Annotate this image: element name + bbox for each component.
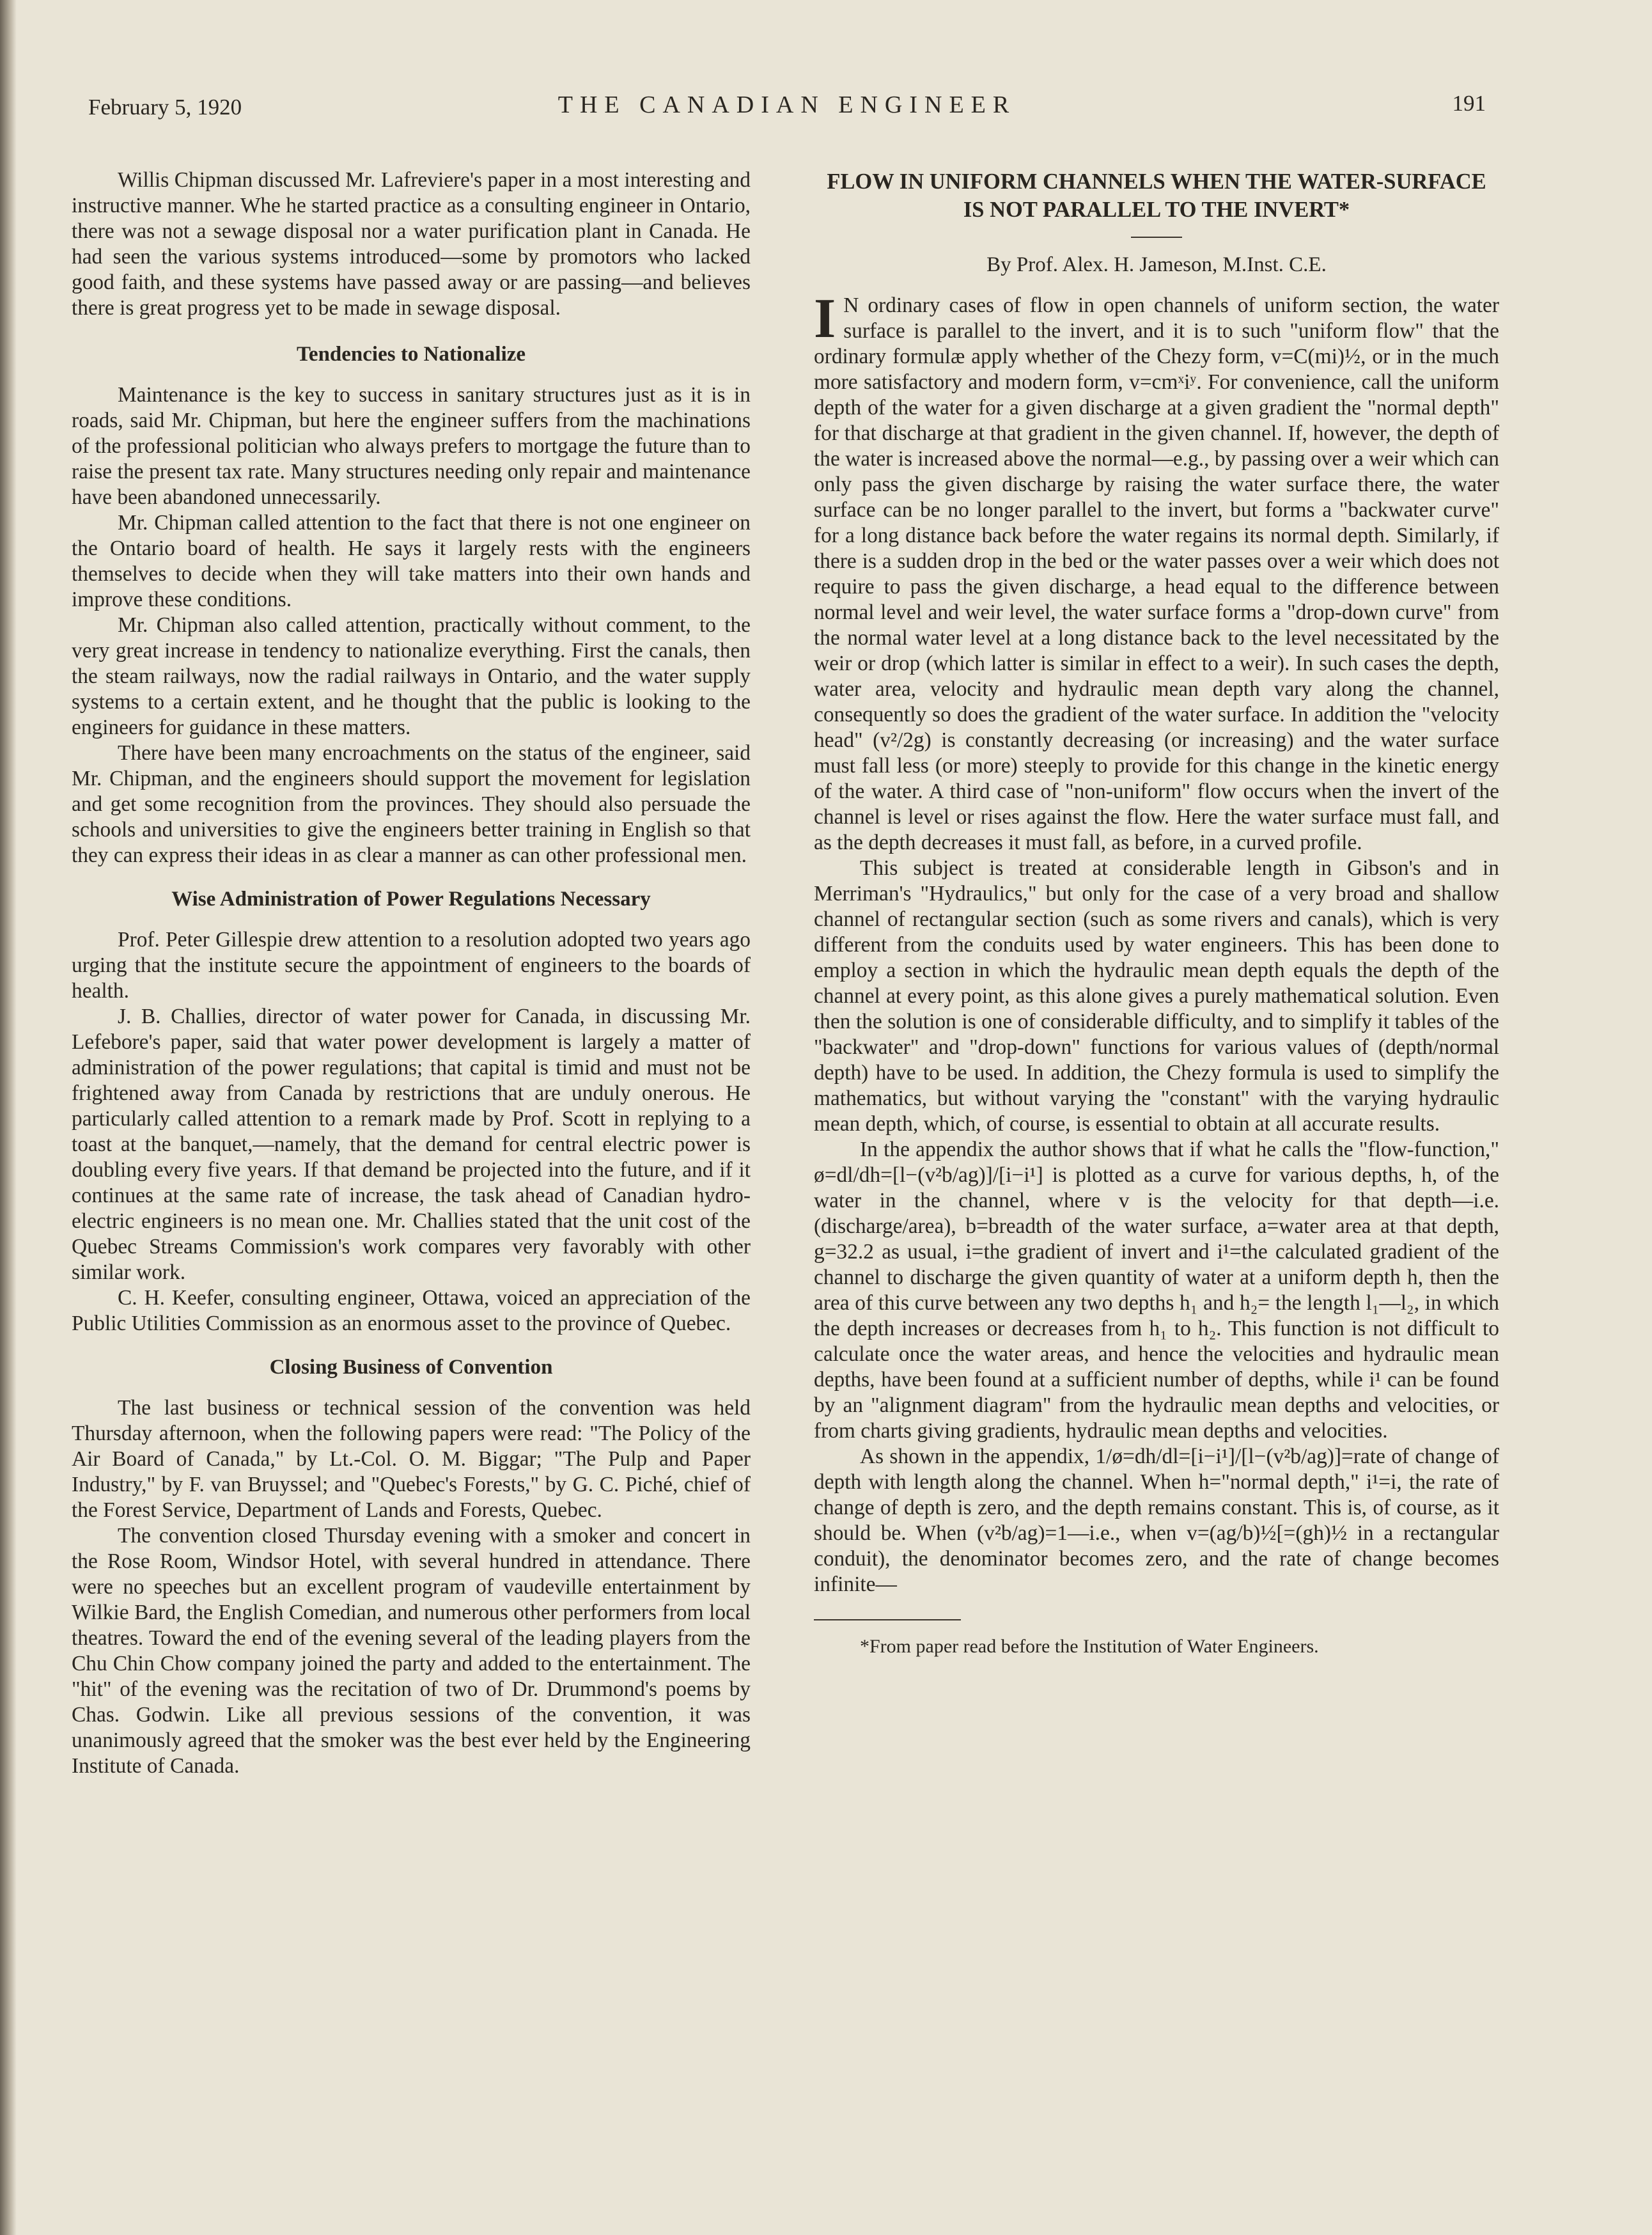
paragraph: As shown in the appendix, 1/ø=dh/dl=[i−i¹]/[l−(v²b/ag)]=rate of change of depth with length along the channel. When h="normal depth," i¹=i, the rate of change of depth is zero, and the depth remains constant. This is, of course, as it should be. When (v²b/ag)=1—i.e., when v=(ag/b)½[=(gh)½ in a rectangular conduit), the denominator becomes zero, and the rate of change becomes infinite— <box>814 1445 1499 1596</box>
footnote: *From paper read before the Institution of Water Engineers. <box>860 1636 1319 1657</box>
page-header <box>88 91 1486 129</box>
paragraph: The convention closed Thursday evening with a smoker and concert in the Rose Room, Windsor Hotel, with several hundred in attendance. There were no speeches but an excellent program of vaudeville entertainment by Wilkie Bard, the English Comedian, and numerous other performers from local theatres. Toward the end of the evening several of the leading players from the Chu Chin Chow company joined the party and added to the entertainment. The "hit" of the evening was the recitation of two of Dr. Drummond's poems by Chas. Godwin. Like all previous sessions of the convention, it was unanimously agreed that the smoker was the best ever held by the Engineering Institute of Canada. <box>72 1524 751 1778</box>
paragraph: Prof. Peter Gillespie drew attention to a resolution adopted two years ago urging that the institute secure the appointment of engineers to the boards of health. <box>72 928 751 1003</box>
paragraph: In the appendix the author shows that if what he calls the "flow-function," ø=dl/dh=[l−(v²b/ag)]/[i−i¹] is plotted as a curve for various depths, h, of the water in the channel, where v is the velocity for that depth—i.e. (discharge/area), b=breadth of the water surface, a=water area at that depth, g=32.2 as usual, i=the gradient of invert and i¹=the calculated gradient of the channel to discharge the given quantity of water at a uniform depth h, then the area of this curve between any two depths h₁ and h₂= the length l₁—l₂, in which the depth increases or decreases from h₁ to h₂. This function is not difficult to calculate once the water areas, and hence the velocities and hydraulic mean depths, have been found at a sufficient number of depths, while i¹ can be found by an "alignment diagram" from the hydraulic mean depths and velocities, or from charts giving gradients, hydraulic mean depths and velocities. <box>814 1138 1499 1443</box>
page-number: 191 <box>1452 91 1486 116</box>
opening-text: N ordinary cases of flow in open channels of uniform section, the water surface is parallel to the invert, and it is to such "uniform flow" that the ordinary formulæ apply whether of the Chezy form, v=C(mi)½, or in the much more satisfactory and modern form, v=cmˣiʸ. For convenience, call the uniform depth of the water for a given discharge at a given gradient the "normal depth" for that discharge at that gradient in the given channel. If, however, the depth of the water is increased above the normal—e.g., by passing over a weir which can only pass the given discharge by raising the water surface there, the water surface can be no longer parallel to the invert, but forms a "backwater curve" for a long distance back before the water regains its normal depth. Similarly, if there is a sudden drop in the bed or the water passes over a weir which does not require to pass the given discharge, a head equal to the difference between normal level and weir level, the water surface forms a "drop-down curve" from the normal water level at a long distance back to the level necessitated by the weir or drop (which latter is similar in effect to a weir). In such cases the depth, water area, velocity and hydraulic mean depth vary along the channel, consequently so does the gradient of the water surface. In addition the "velocity head" (v²/2g) is constantly decreasing (or increasing) and the water surface must fall less (or more) steeply to provide for this change in the kinetic energy of the water. A third case of "non-uniform" flow occurs when the invert of the channel is level or rises against the flow. Here the water surface must fall, and as the depth decreases it must fall, as before, in a curved profile. <box>814 294 1499 854</box>
issue-date: February 5, 1920 <box>88 95 242 120</box>
paragraph: Maintenance is the key to success in sanitary structures just as it is in roads, said Mr. Chipman, but here the engineer suffers from the machinations of the professional politician who always prefers to mortgage the future than to raise the present tax rate. Many structures needing only repair and maintenance have been abandoned unnecessarily. <box>72 383 751 509</box>
section-heading-closing-business: Closing Business of Convention <box>269 1356 553 1379</box>
footnote-rule <box>814 1619 961 1620</box>
opening-paragraph <box>814 288 1499 856</box>
title-rule <box>1131 237 1182 238</box>
page-edge-shadow <box>0 0 17 2235</box>
right-column <box>814 168 1499 1659</box>
section-heading-nationalize: Tendencies to Nationalize <box>296 343 526 366</box>
journal-masthead: THE CANADIAN ENGINEER <box>557 91 1017 118</box>
drop-cap: I <box>814 288 836 350</box>
paragraph: Mr. Chipman called attention to the fact that there is not one engineer on the Ontario board of health. He says it largely rests with the engineers themselves to decide when they will take matters into their own hands and improve these conditions. <box>72 511 751 611</box>
article-title: FLOW IN UNIFORM CHANNELS WHEN THE WATER-SURFACE IS NOT PARALLEL TO THE INVERT* <box>827 169 1486 222</box>
section-heading-power-regulations: Wise Administration of Power Regulations Necessary <box>171 888 651 911</box>
intro-paragraph: Willis Chipman discussed Mr. Lafreviere's paper in a most interesting and instructive manner. Whe he started practice as a consulting engineer in Ontario, there was not a sewage disposal nor a water purification plant in Canada. He had seen the various systems introduced—some by promotors who lacked good faith, and these systems have passed away or are passing—and believes there is great progress yet to be made in sewage disposal. <box>72 168 751 320</box>
paragraph: C. H. Keefer, consulting engineer, Ottawa, voiced an appreciation of the Public Utilities Commission as an enormous asset to the province of Quebec. <box>72 1286 751 1335</box>
paragraph: J. B. Challies, director of water power for Canada, in discussing Mr. Lefebore's paper, said that water power development is largely a matter of administration of the power regulations; that capital is timid and must not be frightened away from Canada by restrictions that are unduly onerous. He particularly called attention to a remark made by Prof. Scott in replying to a toast at the banquet,—namely, that the demand for central electric power is doubling every five years. If that demand be projected into the future, and if it continues at the same rate of increase, the task ahead of Canadian hydro-electric engineers is no mean one. Mr. Challies stated that the unit cost of the Quebec Streams Commission's work compares very favorably with other similar work. <box>72 1005 751 1284</box>
paragraph: The last business or technical session of the convention was held Thursday afternoon, when the following papers were read: "The Policy of the Air Board of Canada," by Lt.-Col. O. M. Biggar; "The Pulp and Paper Industry," by F. van Bruyssel; and "Quebec's Forests," by G. C. Piché, chief of the Forest Service, Department of Lands and Forests, Quebec. <box>72 1396 751 1522</box>
paragraph: This subject is treated at considerable length in Gibson's and in Merriman's "Hydraulics," but only for the case of a very broad and shallow channel of rectangular section (such as some rivers and canals), which is very different from the conduits used by water engineers. This has been done to employ a section in which the hydraulic mean depth equals the depth of the channel at every point, as this alone gives a purely mathematical solution. Even then the solution is one of considerable difficulty, and to simplify it tables of the "backwater" and "drop-down" functions for various values of (depth/normal depth) have to be used. In addition, the Chezy formula is used to simplify the mathematics, but without varying the "constant" with the varying hydraulic mean depth, which, of course, is essential to obtain at all accurate results. <box>814 856 1499 1136</box>
paragraph: There have been many encroachments on the status of the engineer, said Mr. Chipman, and the engineers should support the movement for legislation and get some recognition from the provinces. They should also persuade the schools and universities to give the engineers better training in English so that they can express their ideas in as clear a manner as can other professional men. <box>72 741 751 867</box>
left-column <box>72 168 751 1779</box>
paragraph: Mr. Chipman also called attention, practically without comment, to the very great increase in tendency to nationalize everything. First the canals, then the steam railways, now the radial railways in Ontario, and the water supply systems to a certain extent, and he thought that the public is looking to the engineers for guidance in these matters. <box>72 613 751 739</box>
article-byline: By Prof. Alex. H. Jameson, M.Inst. C.E. <box>986 253 1327 276</box>
